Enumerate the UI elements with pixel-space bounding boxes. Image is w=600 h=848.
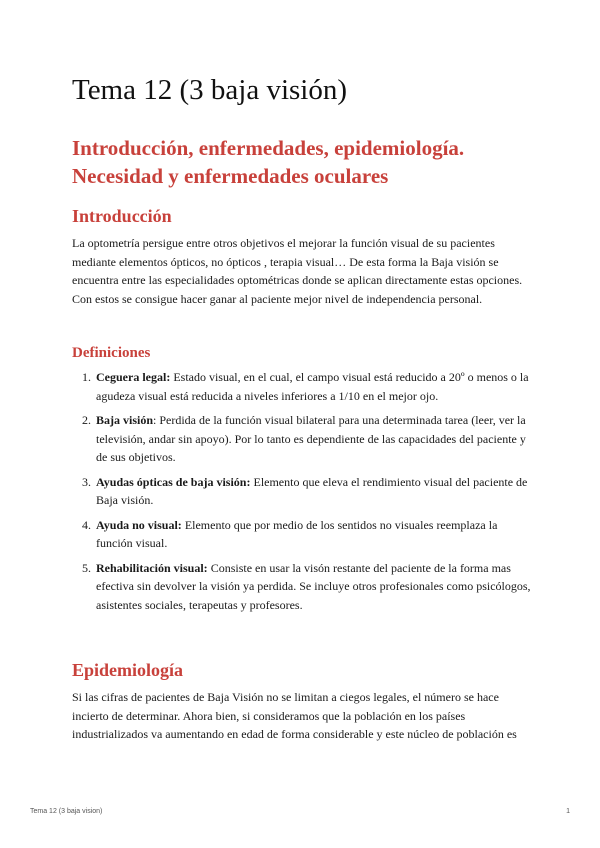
epidemiology-heading: Epidemiología (72, 660, 184, 680)
intro-paragraph: La optometría persigue entre otros objetivos el mejorar la función visual de su pacientes mediante elementos ópticos, no ópticos , terapia visual… De esta forma la Baja visión se encuentra entre las especialidades optométricas donde se aplican directamente estas opciones. Con estos se consigue hacer ganar al paciente mejor nivel de independencia personal. (72, 236, 523, 306)
definition-term: Ayuda no visual: (96, 517, 182, 532)
definition-term: Ceguera legal: (96, 370, 171, 384)
list-item (94, 559, 532, 615)
definition-text: Estado visual, en el cual, el campo visual está reducido a 20º o menos o la agudeza visual está reducida a niveles inferiores a 1/10 en el mejor ojo. (96, 370, 529, 403)
list-item (94, 411, 532, 467)
definition-text: Elemento que eleva el rendimiento visual del paciente de Baja visión. (96, 474, 528, 507)
list-item (94, 516, 532, 553)
definition-term: Ayudas ópticas de baja visión: (96, 474, 251, 489)
page-subtitle: Introducción, enfermedades, epidemiología. Necesidad y enfermedades oculares (72, 136, 465, 188)
definitions-heading: Definiciones (72, 345, 151, 361)
page-title: Tema 12 (3 baja visión) (72, 74, 348, 106)
list-item (94, 368, 532, 405)
epidemiology-paragraph: Si las cifras de pacientes de Baja Visión no se limitan a ciegos legales, el número se hace incierto de determinar. Ahora bien, si consideramos que la población en los países industrializados va aumentando en edad de forma considerable y este núcleo de población es (72, 690, 517, 741)
definition-term: Rehabilitación visual: (96, 560, 208, 575)
footer-page-number: 1 (566, 808, 570, 815)
footer-doc-title: Tema 12 (3 baja vision) (30, 808, 103, 815)
definition-term: Baja visión (96, 413, 154, 427)
intro-heading: Introducción (72, 206, 172, 226)
definition-text: Consiste en usar la visón restante del paciente de la forma mas efectiva sin devolver la visión ya perdida. Se incluye otros profesionales como psicólogos, asistentes sociales, terapeutas y profesores. (96, 560, 531, 612)
definitions-list (72, 368, 532, 620)
list-item (94, 473, 532, 510)
definition-text: : Perdida de la función visual bilateral para una determinada tarea (leer, ver la televisión, andar sin apoyo). Por lo tanto es dependiente de las capacidades del paciente y de sus objetivos. (96, 413, 526, 464)
definition-text: Elemento que por medio de los sentidos no visuales reemplaza la función visual. (96, 517, 498, 550)
